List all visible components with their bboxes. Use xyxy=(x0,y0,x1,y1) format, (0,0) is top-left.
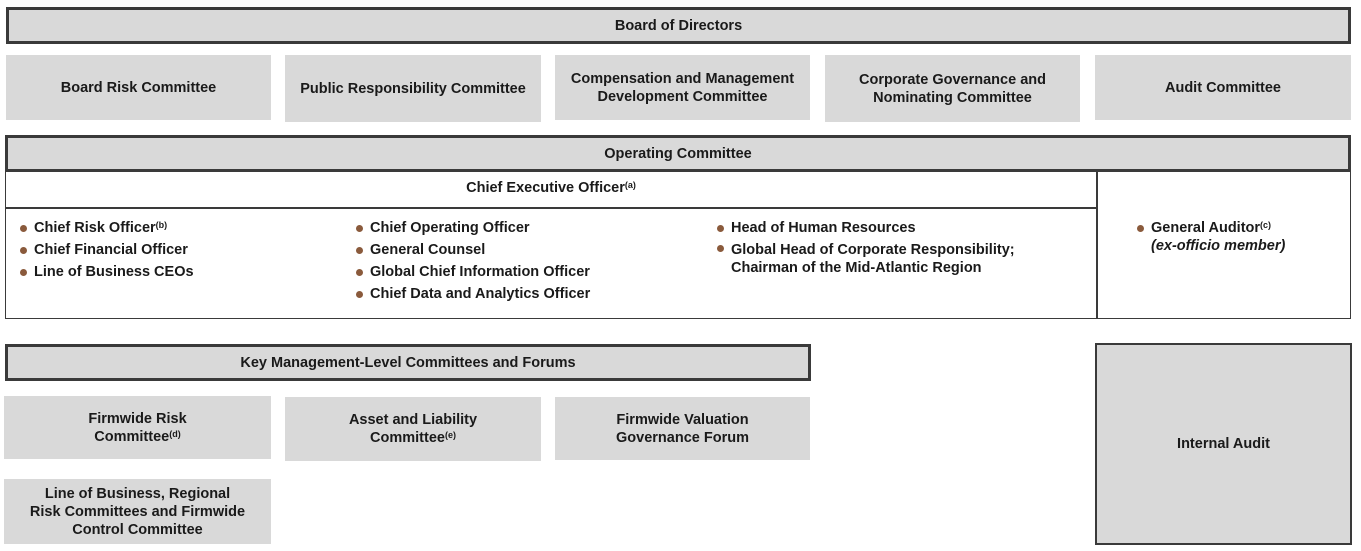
operating-committee-header: Operating Committee xyxy=(5,135,1351,172)
list-item: Chief Data and Analytics Officer xyxy=(356,283,590,305)
board-of-directors xyxy=(6,7,1351,44)
list-item: Chief Financial Officer xyxy=(20,239,194,261)
members-column-1 xyxy=(20,217,194,283)
list-item: Line of Business CEOs xyxy=(20,261,194,283)
list-item: Chief Risk Officer$^{(b)}$ xyxy=(20,217,194,239)
list-item: Head of Human Resources xyxy=(717,217,1047,239)
management-committees-header: Key Management-Level Committees and Forums xyxy=(5,344,811,381)
list-item: Global Chief Information Officer xyxy=(356,261,590,283)
list-item: General Auditor$^{(c)}$ (ex-officio member) xyxy=(1137,217,1285,255)
public-responsibility-committee: Public Responsibility Committee xyxy=(285,55,541,122)
members-column-2 xyxy=(356,217,590,305)
auditor-role: (ex-officio member) xyxy=(1151,238,1286,254)
ceo-note: (a) xyxy=(624,180,636,190)
corporate-governance-committee: Corporate Governance and Nominating Committee xyxy=(825,55,1080,122)
audit-committee: Audit Committee xyxy=(1095,55,1351,120)
ceo-divider xyxy=(5,207,1097,209)
list-item: General Counsel xyxy=(356,239,590,261)
asset-liability-committee: Asset and Liability Committee$^{(e)}$ xyxy=(285,397,541,461)
members-column-3 xyxy=(717,217,1047,279)
internal-audit: Internal Audit xyxy=(1095,343,1352,545)
ceo-label: Chief Executive Officer$^{(a)}$ xyxy=(466,180,636,196)
list-item: Global Head of Corporate Responsibility; Chairman of the Mid-Atlantic Region xyxy=(717,239,1047,279)
firmwide-risk-committee: Firmwide Risk Committee$^{(d)}$ xyxy=(4,396,271,459)
auditor-column xyxy=(1137,217,1285,255)
compensation-committee: Compensation and Management Development Committee xyxy=(555,55,810,120)
regional-risk-committees: Line of Business, Regional Risk Committees and Firmwide Control Committee xyxy=(4,479,271,544)
board-risk-committee: Board Risk Committee xyxy=(6,55,271,120)
board-title: Board of Directors xyxy=(614,17,743,34)
list-item: Chief Operating Officer xyxy=(356,217,590,239)
firmwide-valuation-forum: Firmwide Valuation Governance Forum xyxy=(555,397,810,460)
